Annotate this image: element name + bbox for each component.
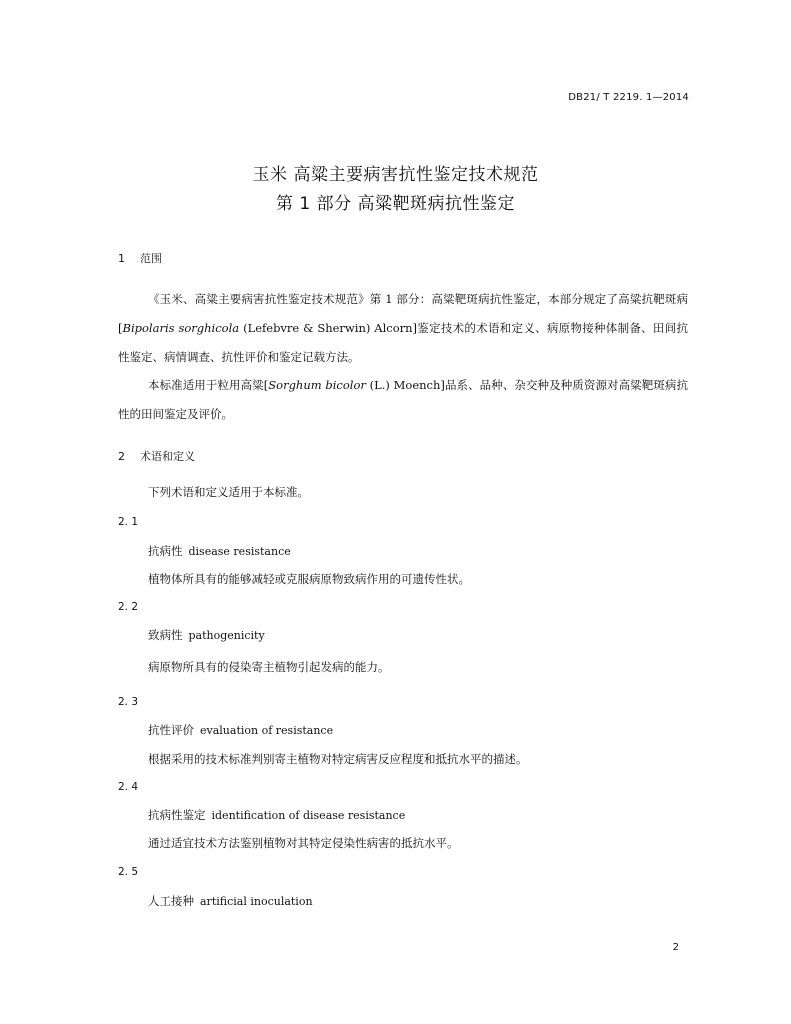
term-number: 2. 5: [118, 866, 139, 878]
term-heading: 抗病性鉴定 identification of disease resistance: [148, 808, 406, 822]
section-number: 2: [118, 450, 125, 463]
term-heading: 人工接种 artificial inoculation: [148, 894, 313, 908]
section-title: 范围: [140, 252, 162, 265]
section-1-heading: [118, 250, 162, 266]
document-title-line1: 玉米 高粱主要病害抗性鉴定技术规范: [252, 165, 539, 185]
term-number: 2. 2: [118, 601, 139, 613]
standard-code: DB21/ T 2219. 1—2014: [568, 92, 689, 103]
host-latin-name: Sorghum bicolor: [268, 378, 366, 392]
page-number: 2: [672, 942, 679, 953]
document-title-line2: 第 1 部分 高粱靶斑病抗性鉴定: [275, 194, 516, 214]
term-number: 2. 1: [118, 516, 139, 528]
term-number: 2. 3: [118, 696, 139, 708]
term-heading: 致病性 pathogenicity: [148, 628, 265, 642]
section-number: 1: [118, 252, 125, 265]
term-heading: 抗病性 disease resistance: [148, 544, 291, 558]
section-title: 术语和定义: [140, 450, 195, 463]
section-2-heading: [118, 448, 195, 464]
term-definition: 根据采用的技术标准判别寄主植物对特定病害反应程度和抵抗水平的描述。: [148, 752, 528, 766]
pathogen-latin-name: Bipolaris sorghicola: [122, 321, 240, 335]
term-definition: 通过适宜技术方法鉴别植物对其特定侵染性病害的抵抗水平。: [148, 836, 459, 850]
scope-paragraph-2: 本标准适用于粒用高粱[Sorghum bicolor (L.) Moench]品系、品种、杂交种及种质资源对高粱靶斑病抗性的田间鉴定及评价。: [118, 378, 688, 421]
term-definition: 植物体所具有的能够减轻或克服病原物致病作用的可遗传性状。: [148, 572, 470, 586]
scope-paragraph-1: 《玉米、高粱主要病害抗性鉴定技术规范》第 1 部分：高粱靶斑病抗性鉴定，本部分规定了高粱抗靶斑病[Bipolaris sorghicola (Lefebvre & Sherwin) Alcorn]鉴定技术的术语和定义、病原物接种体制备、田间抗性鉴定、病情调查、抗性评价和鉴定记载方法。: [118, 292, 688, 364]
term-number: 2. 4: [118, 781, 139, 793]
term-definition: 病原物所具有的侵染寄主植物引起发病的能力。: [148, 660, 390, 674]
terms-intro: 下列术语和定义适用于本标准。: [148, 485, 309, 499]
term-heading: 抗性评价 evaluation of resistance: [148, 723, 334, 737]
